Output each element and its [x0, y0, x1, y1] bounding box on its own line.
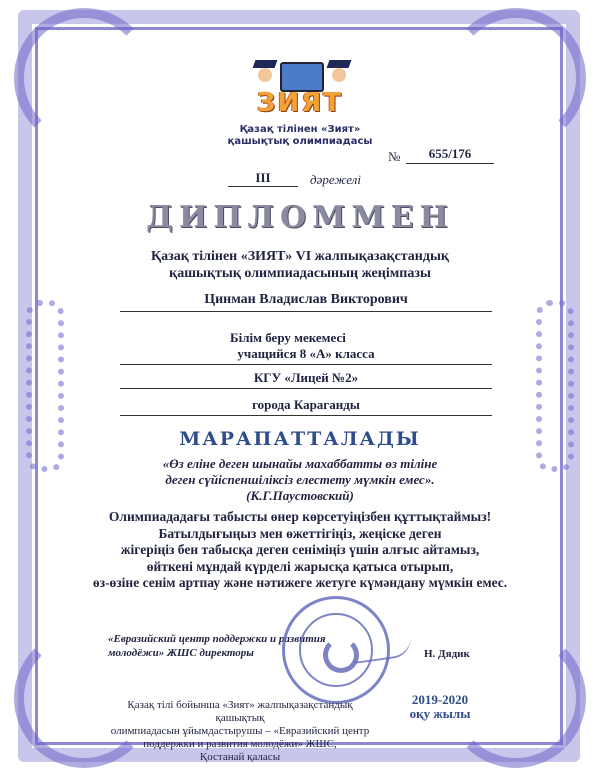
congrats-line: жігеріңіз бен табысқа деген сеніміңіз үшін алғыс айтамыз,	[120, 542, 480, 557]
student-icon	[332, 68, 346, 82]
subtitle-line: қашықтық олимпиадасының жеңімпазы	[169, 266, 431, 281]
diploma-number: 655/176	[406, 146, 494, 164]
footer-line: поддержки и развития молодёжи» ЖШС,	[143, 738, 337, 750]
subtitle-line: Қазақ тілінен «ЗИЯТ» VI жалпықазақстандық	[151, 249, 449, 264]
congrats-line: өйткені мұндай күрделі жарысқа қатыса отырып,	[146, 558, 454, 574]
logo-caption-line: қашықтық олимпиадасы	[227, 136, 373, 147]
footer-line: Қостанай қаласы	[199, 751, 281, 763]
year-range: 2019-2020	[411, 692, 469, 707]
corner-ornament-top-right	[446, 8, 586, 148]
recipient-organization: КГУ «Лицей №2»	[120, 370, 492, 389]
academic-year	[400, 693, 480, 721]
congrats-line: өз-өзіне сенім артпау және нәтижеге жетуге күмәндану мүмкін емес.	[92, 575, 508, 590]
number-label: №	[388, 149, 401, 164]
corner-ornament-top-left	[14, 8, 154, 148]
logo-brand-text: ЗИЯТ	[257, 88, 343, 118]
recipient-name: Цинман Владислав Викторович	[120, 292, 492, 312]
quote-line: «Өз еліне деген шынайы махаббатты өз тіліне	[162, 456, 438, 471]
diploma-title: ДИПЛОММЕН	[146, 200, 454, 235]
congrats-line: Батылдығыңыз мен өжеттігіңіз, жеңіске деген	[158, 525, 442, 541]
logo-caption	[200, 124, 400, 148]
recipient-city: города Караганды	[120, 397, 492, 416]
subtitle	[0, 248, 600, 282]
footer-line: Қазақ тілі бойынша «Зият» жалпықазақстандық қашықтық	[127, 699, 353, 724]
school-label: Білім беру мекемесі	[230, 330, 346, 345]
award-heading: МАРАПАТТАЛАДЫ	[179, 428, 421, 450]
year-label: оқу жылы	[409, 706, 471, 721]
degree-label: дәрежелі	[310, 172, 361, 187]
graduation-cap-icon	[327, 60, 352, 68]
organizer-footer	[110, 699, 370, 764]
recipient-class: учащийся 8 «А» класса	[120, 346, 492, 365]
degree-value: III	[228, 170, 298, 187]
quote	[0, 456, 600, 504]
footer-line: олимпиадасын ұйымдастырушы – «Евразийский центр	[110, 725, 370, 737]
student-icon	[258, 68, 272, 82]
graduation-cap-icon	[253, 60, 278, 68]
congrats-line: Олимпиададағы табысты өнер көрсетуіңізбен құттықтаймыз!	[108, 509, 492, 524]
signatory-name: Н. Дядик	[424, 648, 470, 660]
signatory-org-line: «Евразийский центр поддержки и развития	[108, 633, 326, 645]
quote-line: деген сүйіспеншіліксіз елестету мүмкін емес».	[165, 472, 435, 487]
signatory-org-line: молодёжи» ЖШС директоры	[108, 647, 254, 659]
congratulations-text	[0, 509, 600, 592]
quote-author: (К.Г.Паустовский)	[246, 488, 354, 503]
logo-caption-line: Қазақ тілінен «Зият»	[239, 124, 361, 135]
